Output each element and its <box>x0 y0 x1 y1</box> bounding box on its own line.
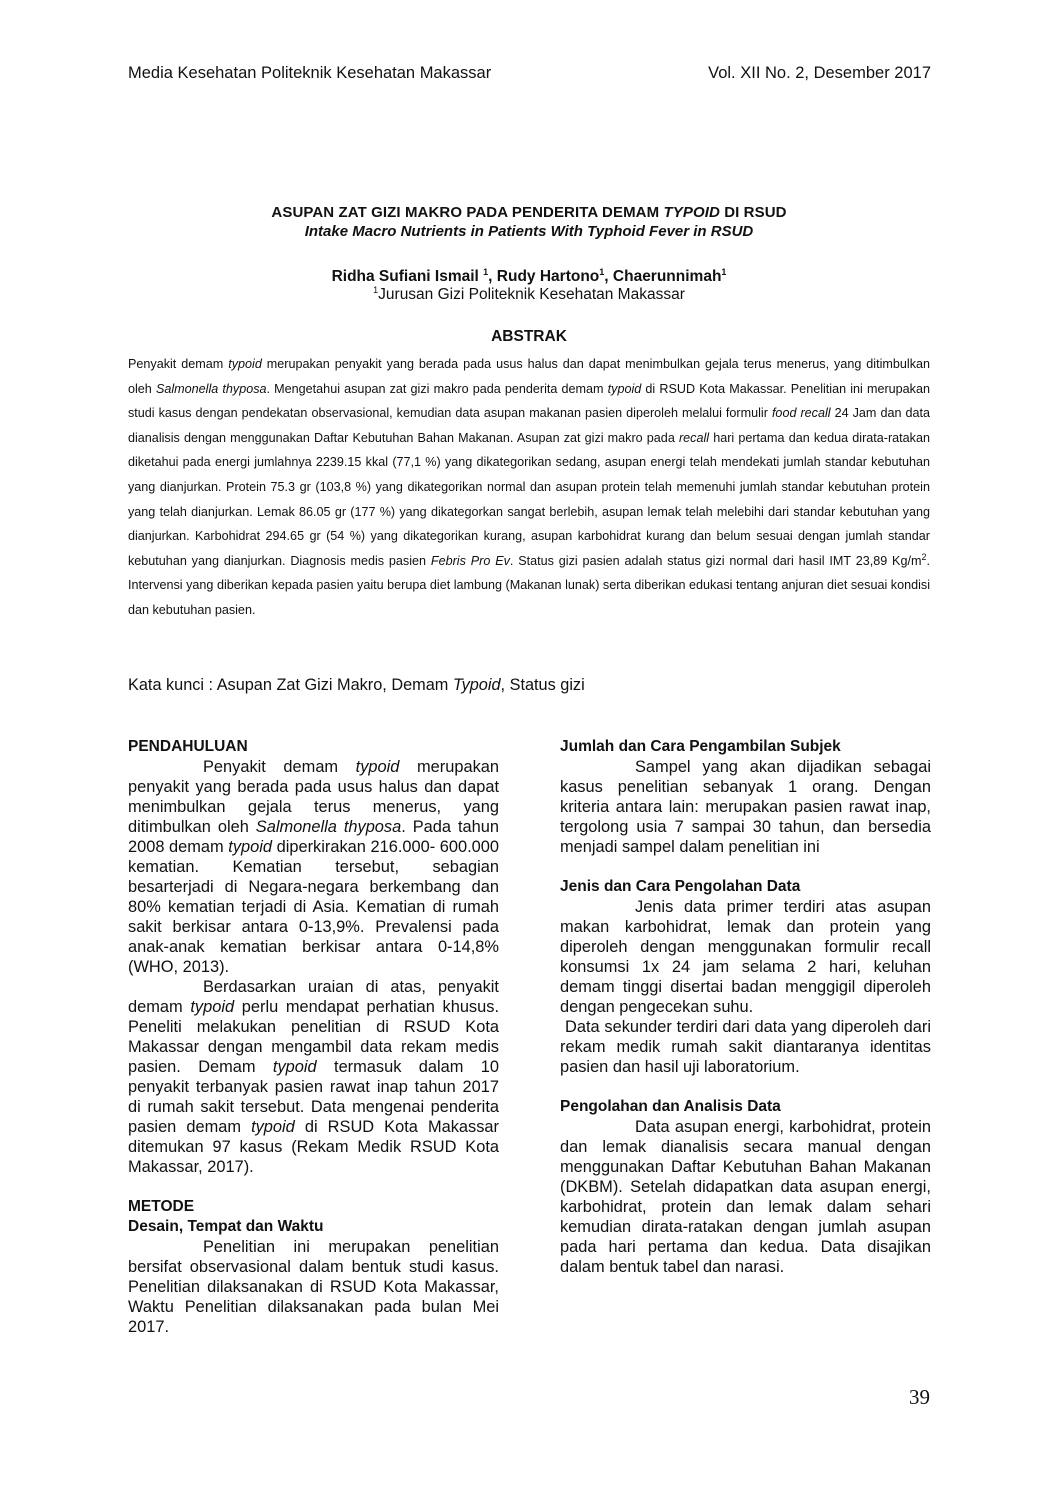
subsection-heading-analisis: Pengolahan dan Analisis Data <box>560 1098 781 1115</box>
page-number: 39 <box>909 1385 930 1409</box>
affiliation: $^1$Jurusan Gizi Politeknik Kesehatan Makassar <box>373 284 685 303</box>
title-block <box>100 204 958 346</box>
left-column <box>128 737 499 1337</box>
subsection-heading-desain: Desain, Tempat dan Waktu <box>128 1218 324 1235</box>
running-header <box>128 64 931 83</box>
intro-paragraph-2: Berdasarkan uraian di atas, penyakit demam typoid perlu mendapat perhatian khusus. Peneliti melakukan penelitian di RSUD Kota Makassar dengan mengambil data rekam medis pasien. Demam typoid termasuk dalam 10 penyakit terbanyak pasien rawat inap tahun 2017 di rumah sakit tersebut. Data mengenai penderita pasien demam typoid di RSUD Kota Makassar ditemukan 97 kasus (Rekam Medik RSUD Kota Makassar, 2017). <box>128 978 499 1176</box>
right-column <box>560 737 931 1277</box>
volume-info: Vol. XII No. 2, Desember 2017 <box>708 64 931 82</box>
paper-title-english: Intake Macro Nutrients in Patients With Typhoid Fever in RSUD <box>304 223 754 240</box>
method-paragraph-desain: Penelitian ini merupakan penelitian bersifat observasional dalam bentuk studi kasus. Penelitian dilaksanakan di RSUD Kota Makassar, Waktu Penelitian dilaksanakan pada bulan Mei 2017. <box>128 1238 499 1336</box>
subsection-heading-subjek: Jumlah dan Cara Pengambilan Subjek <box>560 738 841 755</box>
paper-title: ASUPAN ZAT GIZI MAKRO PADA PENDERITA DEMAM TYPOID DI RSUD <box>271 204 787 221</box>
abstract-heading: ABSTRAK <box>491 328 567 345</box>
section-heading-metode: METODE <box>128 1198 195 1215</box>
intro-paragraph-1: Penyakit demam typoid merupakan penyakit yang berada pada usus halus dan dapat menimbulkan gejala terus menerus, yang ditimbulkan oleh Salmonella thyposa. Pada tahun 2008 demam typoid diperkirakan 216.000- 600.000 kematian. Kematian tersebut, sebagian besarterjadi di Negara-negara berkembang dan 80% kematian terjadi di Asia. Kematian di rumah sakit berkisar antara 0-13,9%. Prevalensi pada anak-anak kematian berkisar antara 0-14,8% (WHO, 2013). <box>128 758 499 976</box>
author-list: Ridha Sufiani Ismail $^1$, Rudy Hartono$^1$, Chaerunnimah$^1$ <box>331 266 727 285</box>
subject-paragraph: Sampel yang akan dijadikan sebagai kasus penelitian sebanyak 1 orang. Dengan kriteria antara lain: merupakan pasien rawat inap, tergolong usia 7 sampai 30 tahun, dan bersedia menjadi sampel dalam penelitian ini <box>560 758 931 856</box>
subsection-heading-jenis-data: Jenis dan Cara Pengolahan Data <box>560 878 801 895</box>
keywords: Kata kunci : Asupan Zat Gizi Makro, Demam Typoid, Status gizi <box>128 676 585 694</box>
journal-name: Media Kesehatan Politeknik Kesehatan Makassar <box>128 64 492 82</box>
secondary-data-paragraph: Data sekunder terdiri dari data yang diperoleh dari rekam medik rumah sakit diantaranya identitas pasien dan hasil uji laboratorium. <box>560 1018 931 1076</box>
analysis-paragraph: Data asupan energi, karbohidrat, protein dan lemak dianalisis secara manual dengan menggunakan Daftar Kebutuhan Bahan Makanan (DKBM). Setelah didapatkan data asupan energi, karbohidrat, protein dan lemak dalam sehari kemudian dirata-ratakan dengan jumlah asupan pada hari pertama dan kedua. Data disajikan dalam bentuk tabel dan narasi. <box>560 1118 931 1276</box>
abstract-text: Penyakit demam typoid merupakan penyakit yang berada pada usus halus dan dapat menimbulkan gejala terus menerus, yang ditimbulkan oleh Salmonella thyposa. Mengetahui asupan zat gizi makro pada penderita demam typoid di RSUD Kota Makassar. Penelitian ini merupakan studi kasus dengan pendekatan observasional, kemudian data asupan makanan pasien diperoleh melalui formulir food recall 24 Jam dan data dianalisis dengan menggunakan Daftar Kebutuhan Bahan Makanan. Asupan zat gizi makro pada recall hari pertama dan kedua dirata-ratakan diketahui pada energi jumlahnya 2239.15 kkal (77,1 %) yang dikategorikan sedang, asupan energi telah mendekati jumlah standar kebutuhan yang dianjurkan. Protein 75.3 gr (103,8 %) yang dikategorikan normal dan asupan protein telah memenuhi jumlah standar kebutuhan protein yang telah dianjurkan. Lemak 86.05 gr (177 %) yang dikategorkan sangat berlebih, asupan lemak telah melebihi dari standar kebutuhan yang dianjurkan. Karbohidrat 294.65 gr (54 %) yang dikategorikan kurang, asupan karbohidrat kurang dan belum sesuai dengan jumlah standar kebutuhan yang dianjurkan. Diagnosis medis pasien Febris Pro Ev. Status gizi pasien adalah status gizi normal dari hasil IMT 23,89 $Kg/m^2$. Intervensi yang diberikan kepada pasien yaitu berupa diet lambung (Makanan lunak) serta diberikan edukasi tentang anjuran diet sesuai kondisi dan kebutuhan pasien. <box>128 357 931 617</box>
data-type-paragraph: Jenis data primer terdiri atas asupan makan karbohidrat, lemak dan protein yang diperoleh dengan menggunakan formulir recall konsumsi 1x 24 jam selama 2 hari, keluhan demam tinggi disertai badan menggigil diperoleh dengan pengecekan suhu. <box>560 898 931 1016</box>
section-heading-pendahuluan: PENDAHULUAN <box>128 738 248 755</box>
